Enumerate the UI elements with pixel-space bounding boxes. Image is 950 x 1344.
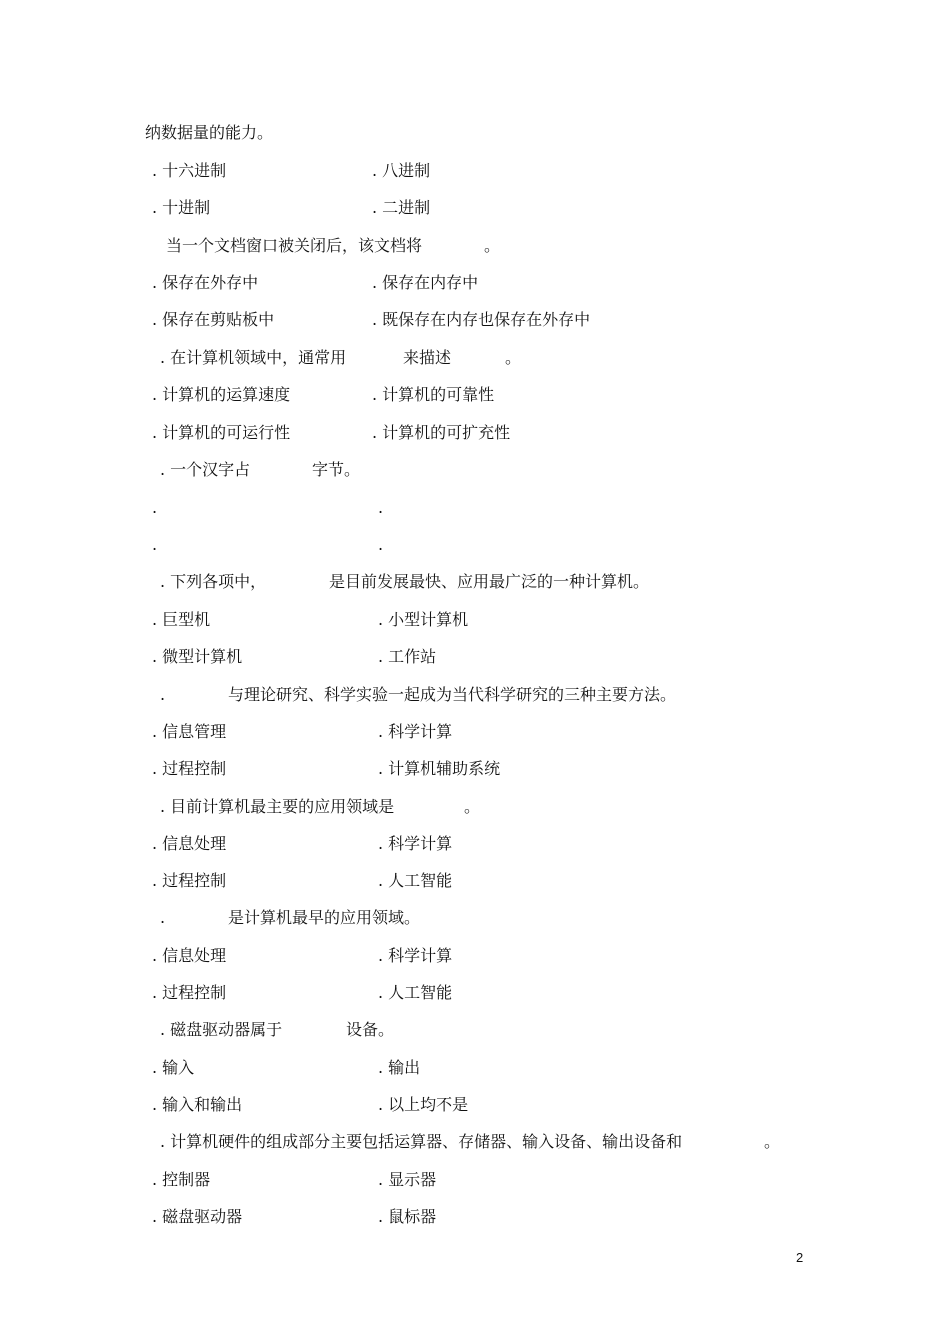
text-line: . 下列各项中， [160,572,267,591]
text-line: . 目前计算机最主要的应用领域是 [160,797,395,816]
text-line: . 磁盘驱动器 [152,1207,243,1226]
text-line: 。 [505,348,522,367]
text-line: . 计算机的可扩充性 [372,423,511,442]
text-line: . 显示器 [378,1170,437,1189]
text-line: . [152,535,158,554]
text-line: . 计算机的可运行性 [152,423,291,442]
text-line: 字节。 [312,460,361,479]
text-line: . 保存在剪贴板中 [152,310,275,329]
text-line: 当一个文档窗口被关闭后，该文档将 [166,236,423,255]
text-line: . [378,535,384,554]
text-line: . 计算机的运算速度 [152,385,291,404]
text-line: 纳数据量的能力。 [145,123,274,142]
text-line: . 微型计算机 [152,647,243,666]
text-line: 。 [464,797,481,816]
text-line: . [152,498,158,517]
text-line: . 科学计算 [378,722,453,741]
text-line: 与理论研究、科学实验一起成为当代科学研究的三种主要方法。 [228,685,677,704]
text-line: . 人工智能 [378,983,453,1002]
text-line: . 小型计算机 [378,610,469,629]
text-line: 来描述 [403,348,452,367]
text-line: . 既保存在内存也保存在外存中 [372,310,591,329]
text-line: . 鼠标器 [378,1207,437,1226]
text-line: . 科学计算 [378,946,453,965]
text-line: . 人工智能 [378,871,453,890]
text-line: . 二进制 [372,198,431,217]
text-line: . 信息管理 [152,722,227,741]
text-line: . [378,498,384,517]
text-line: . 八进制 [372,161,431,180]
text-line: . 输出 [378,1058,421,1077]
text-line: . 保存在外存中 [152,273,259,292]
text-line: . 计算机的可靠性 [372,385,495,404]
text-line: . 以上均不是 [378,1095,469,1114]
text-line: . 控制器 [152,1170,211,1189]
text-line: . 计算机辅助系统 [378,759,501,778]
text-line: . 一个汉字占 [160,460,251,479]
text-line: 。 [484,236,501,255]
text-line: . 十进制 [152,198,211,217]
text-line: . 在计算机领域中，通常用 [160,348,347,367]
page-number: 2 [796,1250,804,1265]
text-line: 设备。 [346,1020,395,1039]
text-line: . 科学计算 [378,834,453,853]
text-line: . 工作站 [378,647,437,666]
text-line: 。 [764,1132,781,1151]
text-line: . 信息处理 [152,834,227,853]
text-line: . 保存在内存中 [372,273,479,292]
text-line: . 计算机硬件的组成部分主要包括运算器、存储器、输入设备、输出设备和 [160,1132,683,1151]
text-line: . 巨型机 [152,610,211,629]
text-line: . 输入 [152,1058,195,1077]
text-line: . 过程控制 [152,871,227,890]
text-line: . 过程控制 [152,983,227,1002]
text-line: . 信息处理 [152,946,227,965]
text-line: . [160,685,166,704]
text-line: . 十六进制 [152,161,227,180]
text-line: . 输入和输出 [152,1095,243,1114]
text-line: 是计算机最早的应用领域。 [228,908,421,927]
text-line: . [160,908,166,927]
text-line: 是目前发展最快、应用最广泛的一种计算机。 [329,572,650,591]
text-line: . 磁盘驱动器属于 [160,1020,283,1039]
text-line: . 过程控制 [152,759,227,778]
